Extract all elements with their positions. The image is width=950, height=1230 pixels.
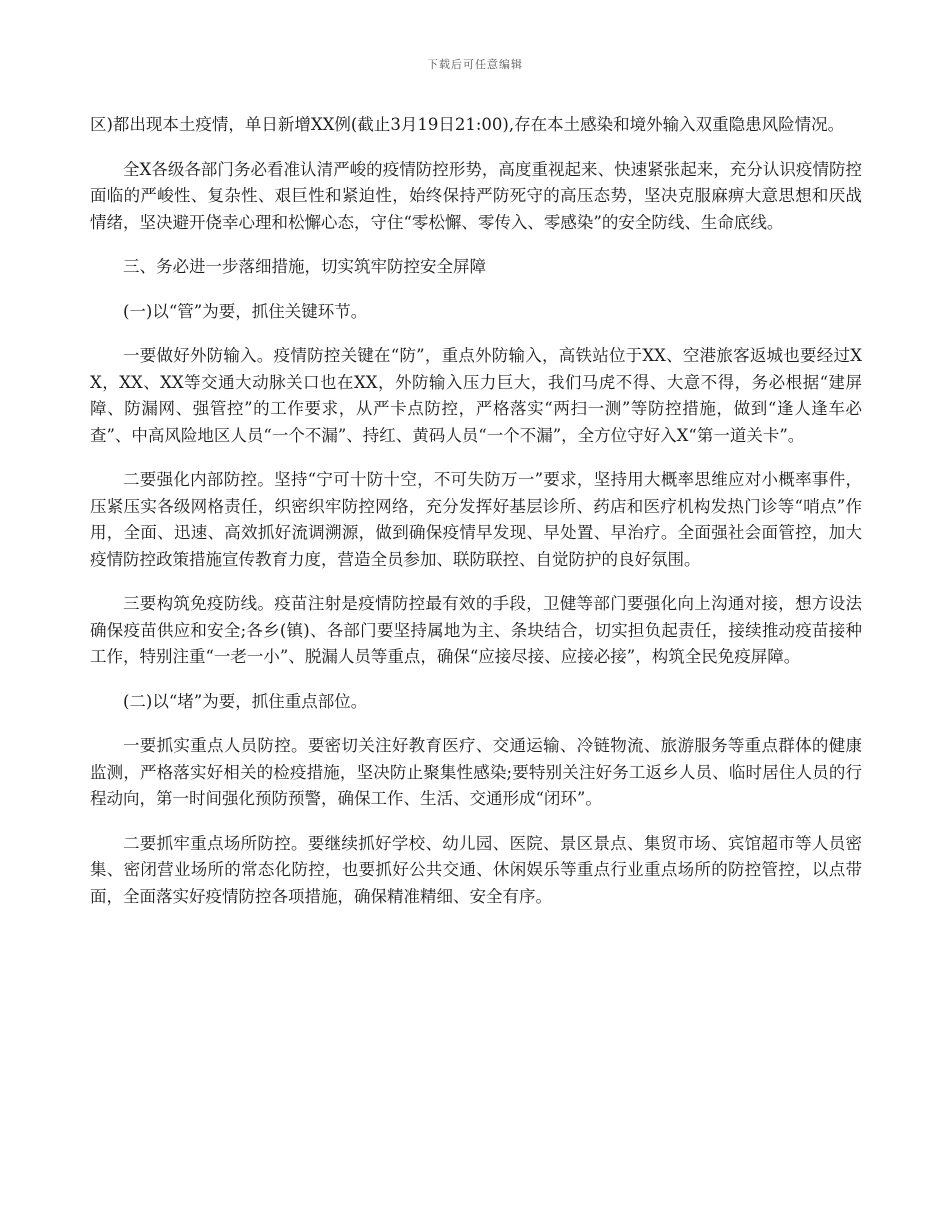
document-body <box>90 112 862 928</box>
page-header: 下载后可任意编辑 <box>427 58 523 71</box>
paragraph-immunity: 三要构筑免疫防线。疫苗注射是疫情防控最有效的手段，卫健等部门要强化向上沟通对接，想方设法确保疫苗供应和安全;各乡(镇)、各部门要坚持属地为主、条块结合，切实担负起责任，接续推动疫苗接种工作，特别注重“一老一小”、脱漏人员等重点，确保“应接尽接、应接必接”，构筑全民免疫屏障。 <box>90 594 862 666</box>
subsection-heading-1: (一)以“管”为要，抓住关键环节。 <box>123 301 368 321</box>
paragraph-key-personnel: 一要抓实重点人员防控。要密切关注好教育医疗、交通运输、冷链物流、旅游服务等重点群体的健康监测，严格落实好相关的检疫措施，坚决防止聚集性感染;要特别关注好务工返乡人员、临时居住人员的行程动向，第一时间强化预防预警，确保工作、生活、交通形成“闭环”。 <box>90 736 862 808</box>
subsection-heading-2: (二)以“堵”为要，抓住重点部位。 <box>123 691 368 711</box>
paragraph-1: 区)都出现本土疫情，单日新增XX例(截止3月19日21:00),存在本土感染和境外输入双重隐患风险情况。 <box>90 115 845 134</box>
paragraph-2: 全X各级各部门务必看准认清严峻的疫情防控形势，高度重视起来、快速紧张起来，充分认识疫情防控面临的严峻性、复杂性、艰巨性和紧迫性，始终保持严防死守的高压态势，坚决克服麻痹大意思想和厌战情绪，坚决避开侥幸心理和松懈心态，守住“零松懈、零传入、零感染”的安全防线、生命底线。 <box>90 159 862 232</box>
paragraph-internal-control: 二要强化内部防控。坚持“宁可十防十空，不可失防万一”要求，坚持用大概率思维应对小概率事件，压紧压实各级网格责任，织密织牢防控网络，充分发挥好基层诊所、药店和医疗机构发热门诊等“哨点”作用，全面、迅速、高效抓好流调溯源，做到确保疫情早发现、早处置、早治疗。全面强社会面管控，加大疫情防控政策措施宣传教育力度，营造全员参加、联防联控、自觉防护的良好氛围。 <box>90 470 862 569</box>
section-heading-3: 三、务必进一步落细措施，切实筑牢防控安全屏障 <box>123 257 486 276</box>
paragraph-key-places: 二要抓牢重点场所防控。要继续抓好学校、幼儿园、医院、景区景点、集贸市场、宾馆超市等人员密集、密闭营业场所的常态化防控，也要抓好公共交通、休闲娱乐等重点行业重点场所的防控管控，以点带面，全面落实好疫情防控各项措施，确保精准精细、安全有序。 <box>90 833 862 906</box>
paragraph-external-defense: 一要做好外防输入。疫情防控关键在“防”，重点外防输入，高铁站位于XX、空港旅客返城也要经过XX，XX、XX等交通大动脉关口也在XX，外防输入压力巨大，我们马虎不得、大意不得，务必根据“建屏障、防漏网、强管控”的工作要求，从严卡点防控，严格落实“两扫一测”等防控措施，做到“逢人逢车必查”、中高风险地区人员“一个不漏”、持红、黄码人员“一个不漏”，全方位守好入X“第一道关卡”。 <box>90 346 862 445</box>
